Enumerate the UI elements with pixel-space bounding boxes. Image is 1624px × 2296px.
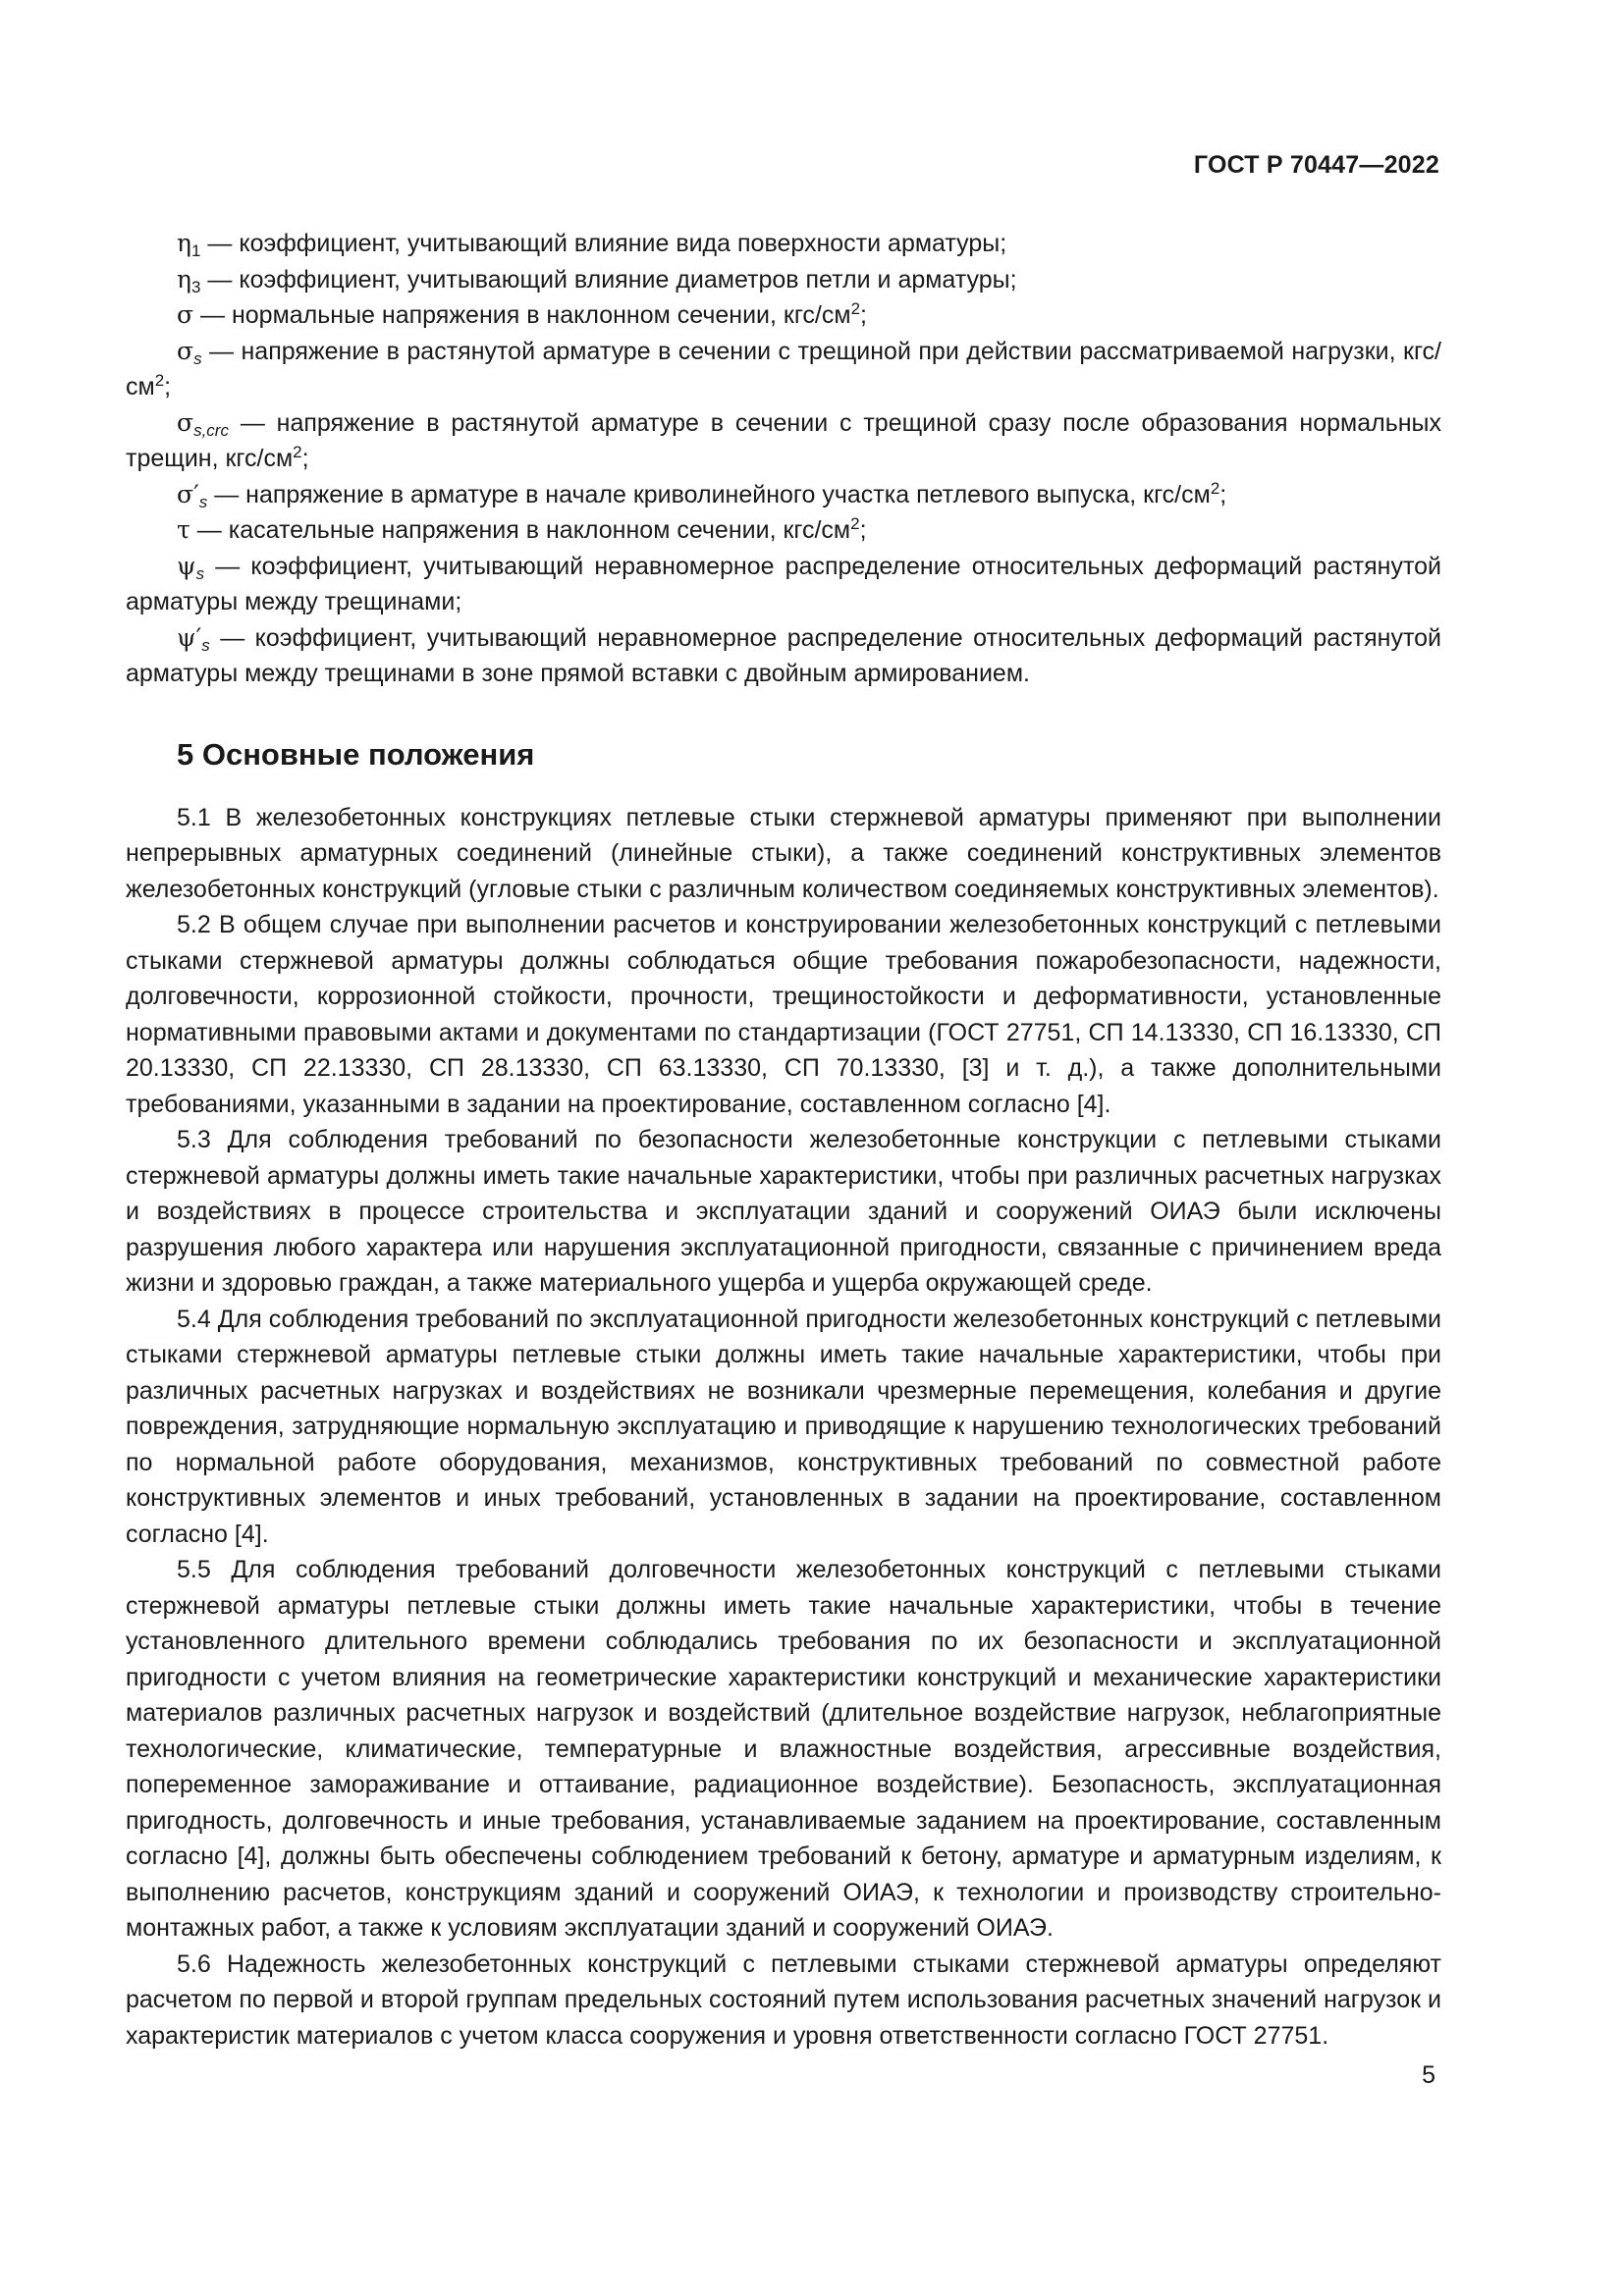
clause-paragraph: 5.3 Для соблюдения требований по безопасности железобетонные конструкции с петлевыми стыками стержневой арматуры должны иметь такие начальные характеристики, чтобы при различных расчетных нагрузках и воздействиях в процессе строительства и эксплуатации зданий и сооружений ОИАЭ были исключены разрушения любого характера или нарушения эксплуатационной пригодности, связанные с причинением вреда жизни и здоровью граждан, а также материального ущерба и ущерба окружающей среде. [126, 1126, 1441, 1297]
symbol-definition [126, 262, 1441, 298]
symbol-definition [126, 512, 1441, 549]
symbol-definition [126, 297, 1441, 334]
clause-paragraph: 5.5 Для соблюдения требований долговечности железобетонных конструкций с петлевыми стыками стержневой арматуры петлевые стыки должны иметь такие начальные характеристики, чтобы в течение установленного длительного времени соблюдались требования по их безопасности и эксплуатационной пригодности с учетом влияния на геометрические характеристики конструкций и механические характеристики материалов различных расчетных нагрузок и воздействий (длительное воздействие нагрузок, неблагоприятные технологические, климатические, температурные и влажностные воздействия, агрессивные воздействия, попеременное замораживание и оттаивание, радиационное воздействие). Безопасность, эксплуатационная пригодность, долговечность и иные требования, устанавливаемые заданием на проектирование, составленным согласно [4], должны быть обеспечены соблюдением требований к бетону, арматуре и арматурным изделиям, к выполнению расчетов, конструкциям зданий и сооружений ОИАЭ, к технологии и производству строительно-монтажных работ, а также к условиям эксплуатации зданий и сооружений ОИАЭ. [126, 1556, 1441, 1942]
symbol-punctuation: ; [860, 301, 867, 329]
standard-header: ГОСТ Р 70447—2022 [1193, 151, 1439, 179]
symbol-glyph: σ [177, 336, 194, 365]
clause-paragraph: 5.2 В общем случае при выполнении расчетов и конструировании железобетонных конструкций с петлевыми стыками стержневой арматуры должны соблюдаться общие требования пожаробезопасности, надежности, долговечности, коррозионной стойкости, прочности, трещиностойкости и деформативности, установленные нормативными правовыми актами и документами по стандартизации (ГОСТ 27751, СП 14.13330, СП 16.13330, СП 20.13330, СП 22.13330, СП 28.13330, СП 63.13330, СП 70.13330, [3] и т. д.), а также дополнительными требованиями, указанными в задании на проектирование, составленном согласно [4]. [126, 911, 1441, 1118]
symbol-subscript: s [195, 563, 205, 583]
clause-paragraph: 5.1 В железобетонных конструкциях петлевые стыки стержневой арматуры применяют при выполнении непрерывных арматурных соединений (линейные стыки), а также соединений конструктивных элементов железобетонных конструкций (угловые стыки с различным количеством соединяемых конструктивных элементов). [126, 803, 1441, 903]
symbol-subscript: 3 [190, 277, 201, 296]
symbol-description: — коэффициент, учитывающий влияние диаметров петли и арматуры; [200, 265, 1017, 294]
symbol-definition [126, 334, 1441, 405]
symbol-description: — напряжение в растянутой арматуре в сечении с трещиной при действии рассматриваемой нагрузки, кгс/см [126, 337, 1441, 400]
unit-superscript: 2 [154, 371, 165, 390]
symbol-punctuation: ; [164, 373, 172, 400]
unit-superscript: 2 [293, 443, 302, 461]
page-number: 5 [1422, 2061, 1435, 2089]
unit-superscript: 2 [1210, 478, 1220, 498]
symbol-glyph: η [177, 264, 191, 294]
symbol-definition [126, 405, 1441, 477]
symbol-glyph: σ [177, 300, 194, 329]
symbol-description: — нормальные напряжения в наклонном сечении, кгс/см [193, 301, 851, 329]
symbol-glyph: η [177, 229, 191, 257]
symbol-glyph: ψ′ [177, 622, 202, 652]
clause-paragraph: 5.6 Надежность железобетонных конструкций с петлевыми стыками стержневой арматуры определяют расчетом по первой и второй группам предельных состояний путем использования расчетных значений нагрузок и характеристик материалов с учетом класса сооружения и уровня ответственности согласно ГОСТ 27751. [126, 1949, 1441, 2050]
symbol-description: — коэффициент, учитывающий неравномерное распределение относительных деформаций растянутой арматуры между трещинами в зоне прямой вставки с двойным армированием. [126, 623, 1441, 687]
unit-superscript: 2 [850, 514, 860, 533]
symbol-description: — коэффициент, учитывающий влияние вида поверхности арматуры; [200, 230, 1007, 257]
symbol-glyph: σ′ [177, 479, 199, 508]
symbol-subscript: s [193, 348, 202, 368]
symbol-definition [126, 549, 1441, 620]
section-body [126, 800, 1441, 2055]
symbol-glyph: τ [177, 515, 190, 544]
symbol-description: — напряжение в арматуре в начале криволинейного участка петлевого выпуска, кгс/см [207, 480, 1211, 508]
symbol-subscript: s,crc [193, 420, 229, 440]
symbol-description: — касательные напряжения в наклонном сечении, кгс/см [189, 516, 851, 544]
symbol-punctuation: ; [859, 516, 867, 544]
symbol-subscript: s [198, 492, 208, 511]
unit-superscript: 2 [850, 299, 861, 318]
symbol-definition [126, 620, 1441, 692]
section-heading: 5 Основные положения [177, 736, 535, 772]
symbol-definition [126, 226, 1441, 262]
symbol-subscript: 1 [190, 241, 201, 260]
symbol-description: — коэффициент, учитывающий неравномерное распределение относительных деформаций растянутой арматуры между трещинами; [126, 552, 1441, 615]
symbol-definition [126, 477, 1441, 513]
clause-paragraph: 5.4 Для соблюдения требований по эксплуатационной пригодности железобетонных конструкций с петлевыми стыками стержневой арматуры петлевые стыки должны иметь такие начальные характеристики, чтобы при различных расчетных нагрузках и воздействиях не возникали чрезмерные перемещения, колебания и другие повреждения, затрудняющие нормальную эксплуатацию и приводящие к нарушению технологических требований по нормальной работе оборудования, механизмов, конструктивных требований по совместной работе конструктивных элементов и иных требований, установленных в задании на проектирование, составленном согласно [4]. [126, 1305, 1441, 1548]
symbol-punctuation: ; [301, 445, 309, 472]
symbol-description: — напряжение в растянутой арматуре в сечении с трещиной сразу после образования нормальных трещин, кгс/см [126, 408, 1441, 472]
symbol-glyph: ψ [177, 551, 196, 580]
symbol-subscript: s [201, 635, 210, 655]
symbol-punctuation: ; [1219, 480, 1227, 508]
symbol-list [126, 226, 1441, 692]
symbol-glyph: σ [177, 407, 194, 437]
page-content [126, 226, 1441, 2054]
